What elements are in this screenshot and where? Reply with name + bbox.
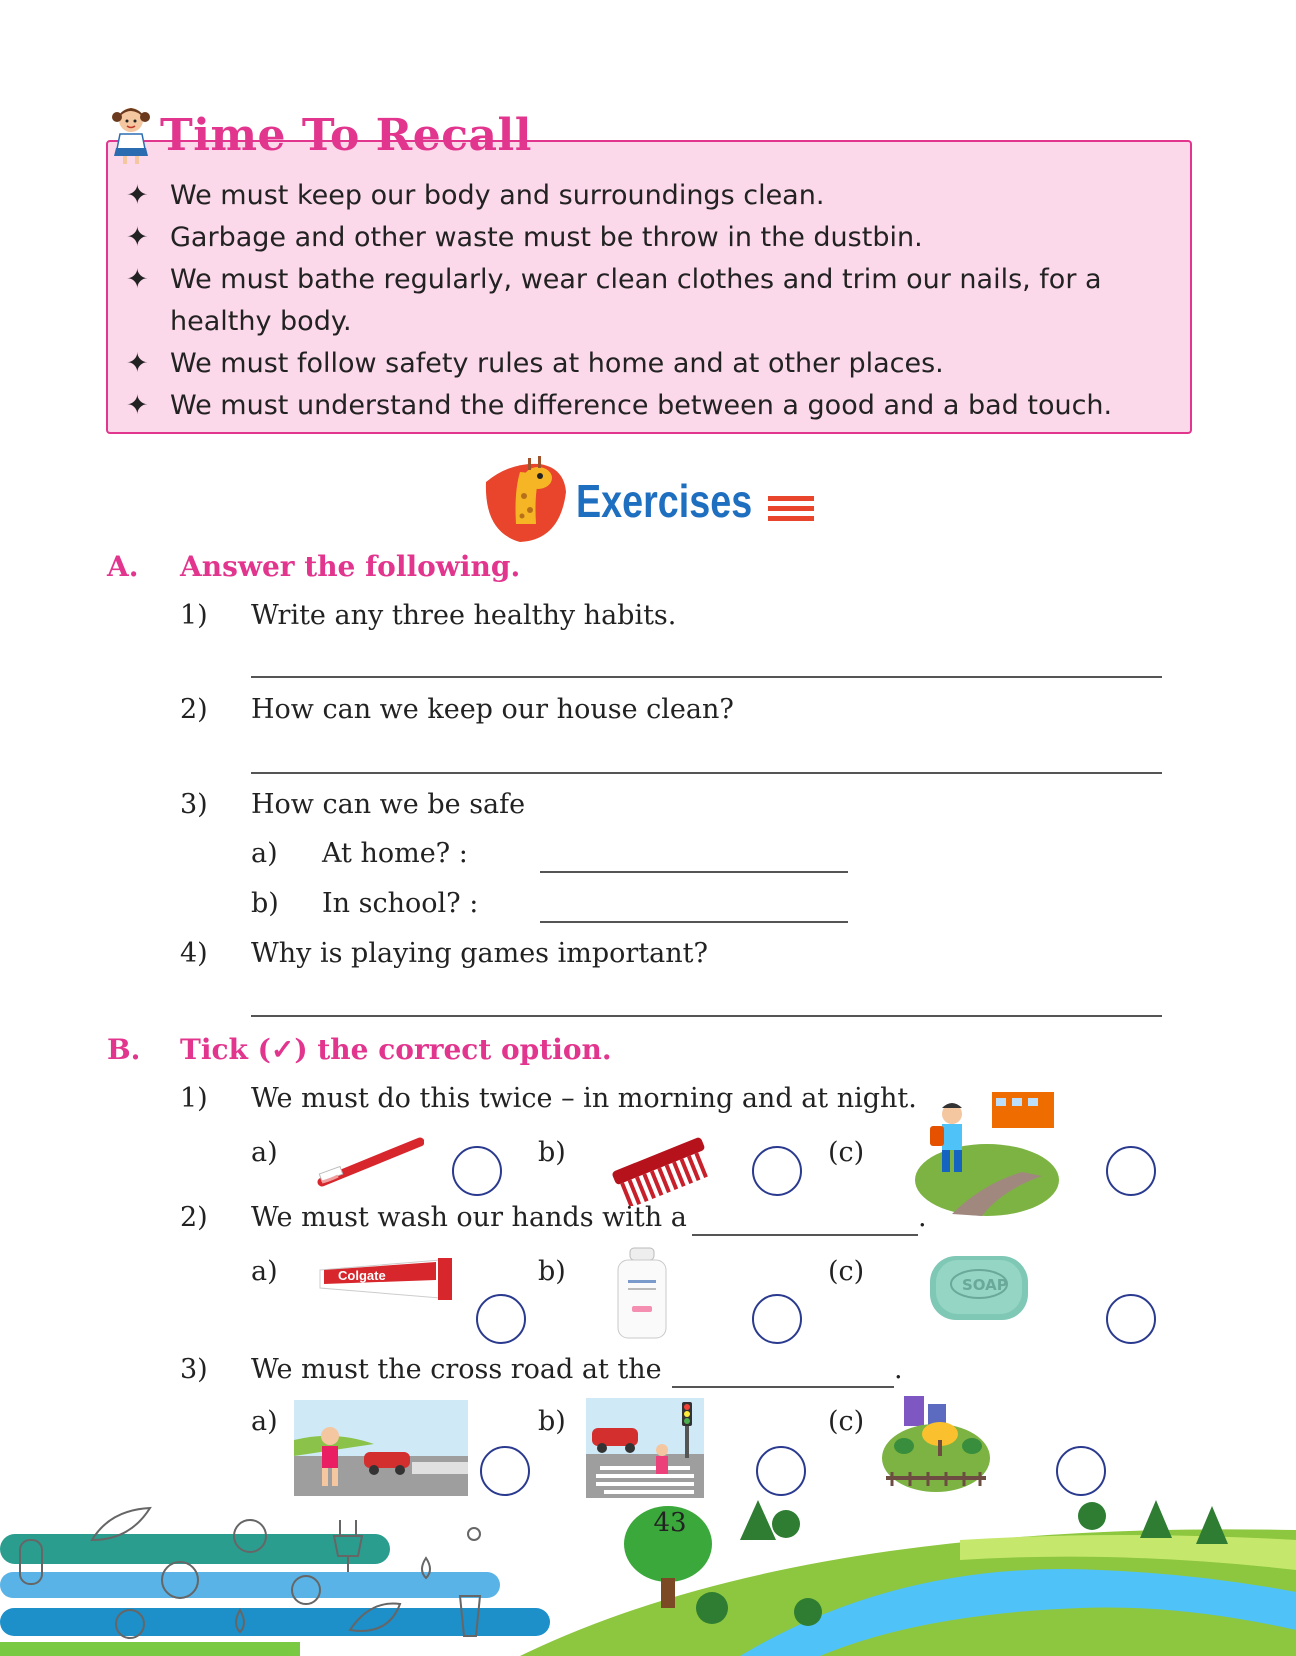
- answer-circle[interactable]: [756, 1446, 806, 1496]
- question-text: How can we be safe: [251, 789, 526, 820]
- dot-icon: [468, 1528, 480, 1540]
- boy-walking-to-school-icon: [912, 1084, 1062, 1216]
- footer-stripe: [0, 1642, 300, 1656]
- section-b-letter: B.: [107, 1033, 141, 1066]
- star-bullet-icon: ✦: [126, 222, 149, 253]
- giraffe-mascot-icon: [480, 452, 572, 544]
- sub-question-label: b): [251, 888, 279, 919]
- comb-icon: [606, 1124, 712, 1206]
- tree-icon: [1078, 1502, 1106, 1530]
- sub-question-text: At home? :: [322, 838, 468, 869]
- girl-mascot-icon: [106, 104, 156, 166]
- zebra-crossing-icon: [586, 1398, 704, 1498]
- child-crossing-road-unsafely-icon: [294, 1400, 468, 1496]
- answer-line[interactable]: [540, 871, 848, 873]
- question-text: Write any three healthy habits.: [251, 600, 677, 631]
- tree-icon: [1196, 1506, 1228, 1544]
- toothpaste-brand: Colgate: [338, 1268, 386, 1283]
- option-label: b): [538, 1406, 566, 1437]
- question-text: We must the cross road at the: [251, 1354, 662, 1385]
- answer-circle[interactable]: [1056, 1446, 1106, 1496]
- option-label: (c): [828, 1406, 865, 1437]
- soap-icon: [926, 1250, 1032, 1326]
- recall-item: ✦ Garbage and other waste must be throw in the dustbin.: [126, 217, 1166, 259]
- recall-title: Time To Recall: [160, 110, 532, 161]
- sub-question-text: In school? :: [322, 888, 479, 919]
- answer-line[interactable]: [540, 921, 848, 923]
- question-number: 3): [180, 1354, 208, 1385]
- question-text: We must wash our hands with a: [251, 1202, 687, 1233]
- tree-icon: [740, 1500, 776, 1540]
- toothbrush-icon: [316, 1136, 424, 1192]
- footer-stripe: [0, 1608, 550, 1636]
- footer-stripe: [0, 1534, 390, 1564]
- title-lines-icon: [768, 494, 814, 524]
- recall-item: ✦ We must keep our body and surroundings clean.: [126, 175, 1166, 217]
- answer-circle[interactable]: [476, 1294, 526, 1344]
- recall-item: ✦ We must follow safety rules at home and at other places.: [126, 343, 1166, 385]
- option-label: (c): [828, 1256, 865, 1287]
- star-bullet-icon: ✦: [126, 390, 149, 421]
- toothpaste-icon: [316, 1254, 456, 1304]
- option-label: b): [538, 1137, 566, 1168]
- option-label: a): [251, 1406, 278, 1437]
- answer-line[interactable]: [692, 1234, 918, 1236]
- tree-icon: [794, 1598, 822, 1626]
- question-text: We must do this twice – in morning and at night.: [251, 1083, 917, 1114]
- option-label: a): [251, 1137, 278, 1168]
- answer-line[interactable]: [672, 1386, 894, 1388]
- star-bullet-icon: ✦: [126, 348, 149, 379]
- blank-end: .: [894, 1354, 903, 1385]
- question-number: 2): [180, 694, 208, 725]
- answer-circle[interactable]: [480, 1446, 530, 1496]
- question-number: 4): [180, 938, 208, 969]
- option-label: (c): [828, 1137, 865, 1168]
- soap-label: SOAP: [962, 1276, 1008, 1294]
- answer-circle[interactable]: [1106, 1146, 1156, 1196]
- question-number: 3): [180, 789, 208, 820]
- answer-circle[interactable]: [752, 1146, 802, 1196]
- recall-item: ✦ We must bathe regularly, wear clean clothes and trim our nails, for a healthy body.: [126, 259, 1166, 343]
- question-text: How can we keep our house clean?: [251, 694, 734, 725]
- question-number: 1): [180, 600, 208, 631]
- tree-icon: [1140, 1500, 1172, 1538]
- question-text: Why is playing games important?: [251, 938, 708, 969]
- star-bullet-icon: ✦: [126, 180, 149, 211]
- question-number: 2): [180, 1202, 208, 1233]
- option-label: a): [251, 1256, 278, 1287]
- answer-circle[interactable]: [452, 1146, 502, 1196]
- star-bullet-icon: ✦: [126, 264, 149, 295]
- answer-line[interactable]: [251, 772, 1162, 774]
- tree-icon: [696, 1592, 728, 1624]
- section-a-title: Answer the following.: [180, 550, 521, 583]
- blank-end: .: [918, 1202, 927, 1233]
- question-number: 1): [180, 1083, 208, 1114]
- answer-line[interactable]: [251, 1015, 1162, 1017]
- section-a-letter: A.: [107, 550, 139, 583]
- tree-icon: [772, 1510, 800, 1538]
- page-number-tree-trunk: [661, 1578, 675, 1608]
- option-label: b): [538, 1256, 566, 1287]
- section-b-title: Tick (✓) the correct option.: [180, 1033, 612, 1066]
- answer-line[interactable]: [251, 676, 1162, 678]
- answer-circle[interactable]: [1106, 1294, 1156, 1344]
- answer-circle[interactable]: [752, 1294, 802, 1344]
- powder-bottle-icon: [614, 1246, 670, 1340]
- recall-item: ✦ We must understand the difference between a good and a bad touch.: [126, 385, 1166, 427]
- park-icon: [880, 1394, 992, 1496]
- exercises-title: Exercises: [576, 475, 753, 527]
- page-number: 43: [653, 1508, 687, 1538]
- sub-question-label: a): [251, 838, 278, 869]
